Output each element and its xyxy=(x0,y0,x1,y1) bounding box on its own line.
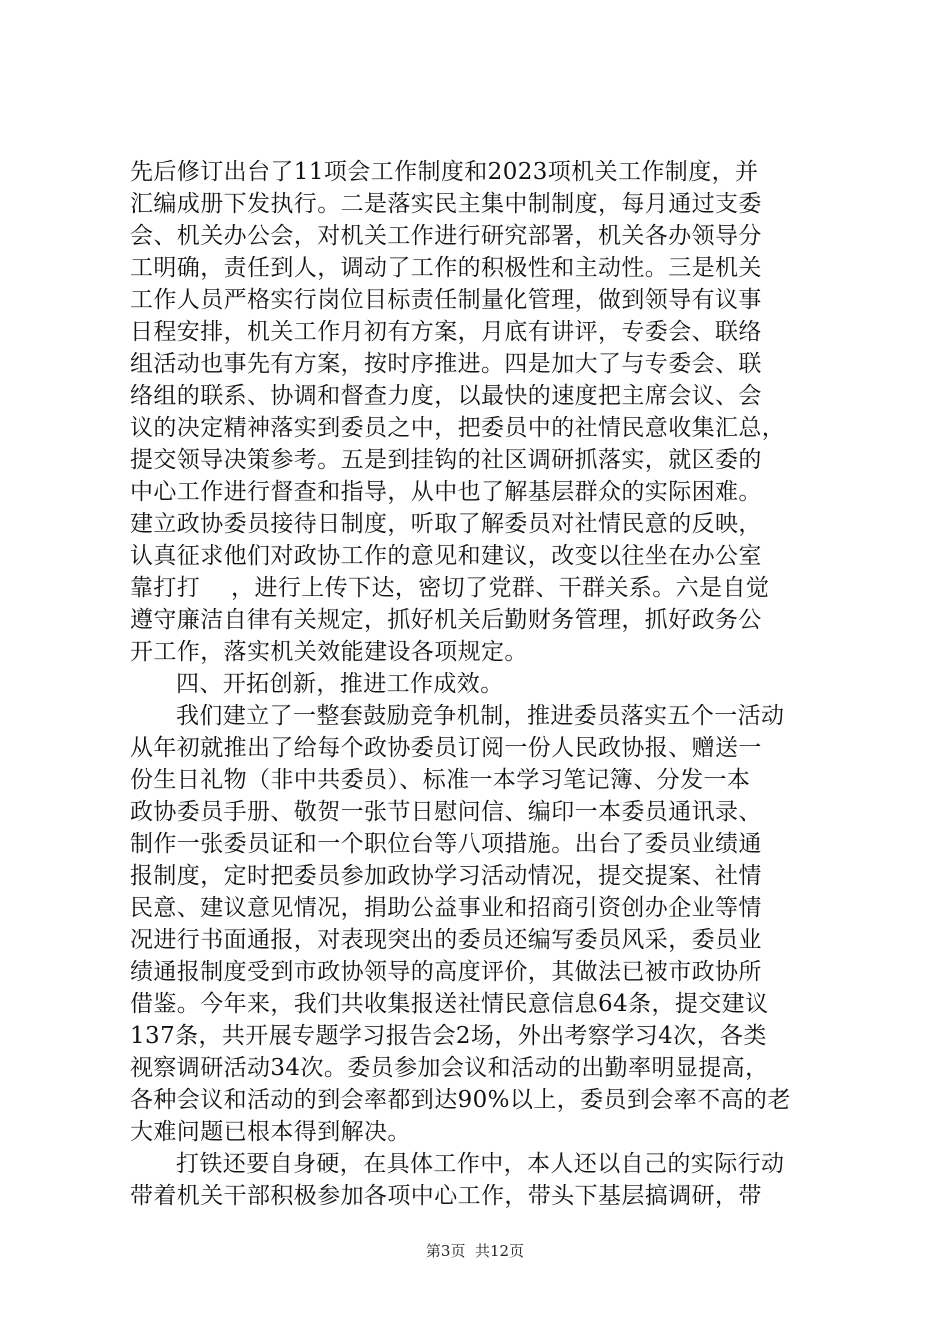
text-line: 日程安排，机关工作月初有方案，月底有讲评，专委会、联络 xyxy=(130,319,762,345)
text-line: 绩通报制度受到市政协领导的高度评价，其做法已被市政协所 xyxy=(130,959,762,985)
text-line: 组活动也事先有方案，按时序推进。四是加大了与专委会、联 xyxy=(130,351,762,377)
text-line: 我们建立了一整套鼓励竞争机制，推进委员落实五个一活动 xyxy=(176,703,785,729)
text-line: 议的决定精神落实到委员之中，把委员中的社情民意收集汇总， xyxy=(130,415,786,441)
text-line: 中心工作进行督查和指导，从中也了解基层群众的实际困难。 xyxy=(130,479,762,505)
text-line: 提交领导决策参考。五是到挂钩的社区调研抓落实，就区委的 xyxy=(130,447,762,473)
text-line: 况进行书面通报，对表现突出的委员还编写委员风采，委员业 xyxy=(130,927,762,953)
text-line: 先后修订出台了11项会工作制度和2023项机关工作制度，并 xyxy=(130,159,759,185)
text-line: 各种会议和活动的到会率都到达90%以上，委员到会率不高的老 xyxy=(130,1087,791,1113)
text-line: 打铁还要自身硬，在具体工作中，本人还以自己的实际行动 xyxy=(176,1151,785,1177)
text-line: 遵守廉洁自律有关规定，抓好机关后勤财务管理，抓好政务公 xyxy=(130,607,762,633)
text-line: 大难问题已根本得到解决。 xyxy=(130,1119,411,1145)
text-line: 视察调研活动34次。委员参加会议和活动的出勤率明显提高， xyxy=(130,1055,769,1081)
text-line: 从年初就推出了给每个政协委员订阅一份人民政协报、赠送一 xyxy=(130,735,762,761)
text-line: 制作一张委员证和一个职位台等八项措施。出台了委员业绩通 xyxy=(130,831,762,857)
text-line: 工作人员严格实行岗位目标责任制量化管理，做到领导有议事 xyxy=(130,287,762,313)
text-line: 借鉴。今年来，我们共收集报送社情民意信息64条，提交建议 xyxy=(130,991,769,1017)
text-line: 带着机关干部积极参加各项中心工作，带头下基层搞调研，带 xyxy=(130,1183,762,1209)
section-heading: 四、开拓创新，推进工作成效。 xyxy=(176,671,504,697)
page-footer: 第3页 共12页 xyxy=(425,1242,525,1260)
text-line: 会、机关办公会，对机关工作进行研究部署，机关各办领导分 xyxy=(130,223,762,249)
text-line: 报制度，定时把委员参加政协学习活动情况，提交提案、社情 xyxy=(130,863,762,889)
text-line: 络组的联系、协调和督查力度，以最快的速度把主席会议、会 xyxy=(130,383,762,409)
text-line: 137条，共开展专题学习报告会2场，外出考察学习4次，各类 xyxy=(130,1023,767,1049)
text-line: 民意、建议意见情况，捐助公益事业和招商引资创办企业等情 xyxy=(130,895,762,921)
text-line: 政协委员手册、敬贺一张节日慰问信、编印一本委员通讯录、 xyxy=(130,799,762,825)
text-line: 汇编成册下发执行。二是落实民主集中制制度，每月通过支委 xyxy=(130,191,762,217)
text-line: 建立政协委员接待日制度，听取了解委员对社情民意的反映， xyxy=(130,511,762,537)
text-line: 开工作，落实机关效能建设各项规定。 xyxy=(130,639,528,665)
text-line: 靠打打 ，进行上传下达，密切了党群、干群关系。六是自觉 xyxy=(130,575,770,601)
text-line: 认真征求他们对政协工作的意见和建议，改变以往坐在办公室 xyxy=(130,543,762,569)
text-line: 份生日礼物（非中共委员）、标准一本学习笔记簿、分发一本 xyxy=(130,767,751,793)
document-body xyxy=(130,156,830,1212)
text-line: 工明确，责任到人，调动了工作的积极性和主动性。三是机关 xyxy=(130,255,762,281)
